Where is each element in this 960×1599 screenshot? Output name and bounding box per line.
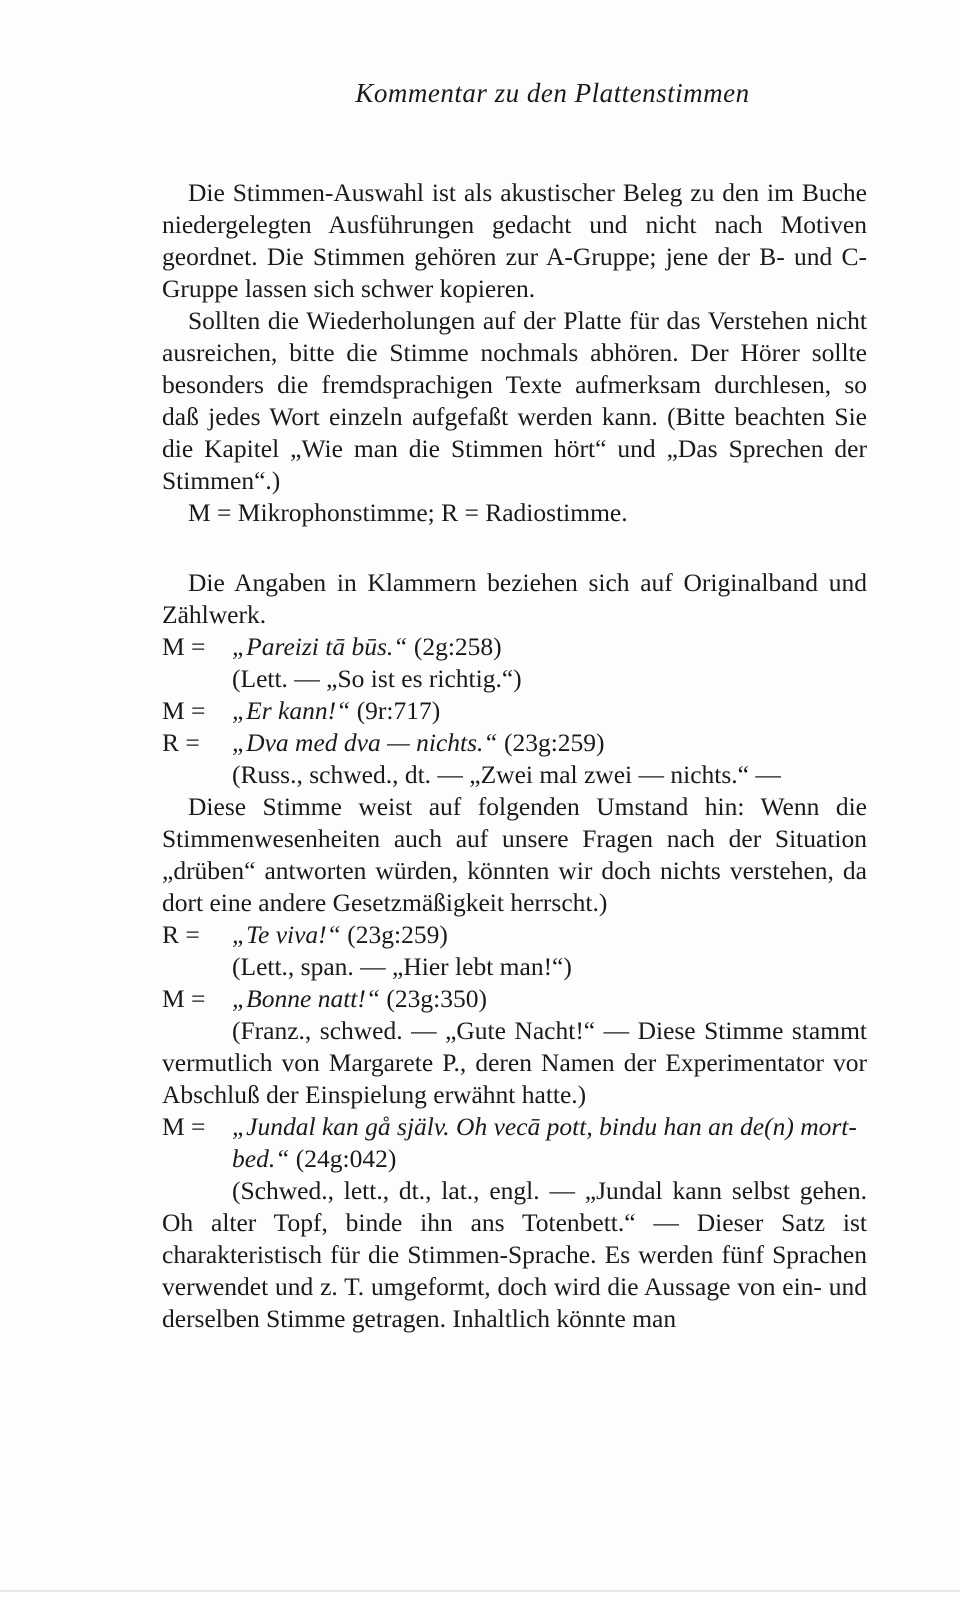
voice-gloss-continuation: Diese Stimme weist auf folgenden Umstand hin: Wenn die Stimmenwesenheiten auch auf unsere Fragen nach der Situation „drüben“ antworten würden, könnten wir doch nichts verstehen, da dort eine andere Gesetzmäßigkeit herrscht.)	[162, 792, 867, 917]
voice-type-tag: M =	[162, 632, 206, 661]
voice-entry-content	[232, 695, 867, 727]
voice-quote: „Jundal kan gå själv. Oh vecā pott, bindu han an de(n) mort-bed.“	[232, 1112, 857, 1173]
angaben-paragraph: Die Angaben in Klammern beziehen sich auf Originalband und Zählwerk.	[162, 568, 867, 629]
tape-reference: (23g:259)	[497, 728, 605, 757]
voice-entry-content	[232, 983, 867, 1015]
voice-quote: „Te viva!“	[232, 920, 341, 949]
voice-entry-content	[232, 727, 867, 759]
voice-gloss: (Lett., span. — „Hier lebt man!“)	[232, 952, 572, 981]
voice-quote: „Er kann!“	[232, 696, 351, 725]
voice-quote: „Dva med dva — nichts.“	[232, 728, 498, 757]
voice-entry	[162, 631, 867, 663]
voice-gloss: (Schwed., lett., dt., lat., engl. — „Jundal kann selbst gehen. Oh alter Topf, binde ihn ans Totenbett.“ — Dieser Satz ist charakteristisch für die Stimmen-Sprache. Es werden fünf Sprachen verwendet und z. T. umgeformt, doch wird die Aussage von ein- und derselben Stimme getragen. Inhaltlich könnte man	[162, 1176, 867, 1333]
voice-type-tag: M =	[162, 984, 206, 1013]
voice-gloss: (Lett. — „So ist es richtig.“)	[232, 664, 522, 693]
tape-reference: (9r:717)	[350, 696, 441, 725]
voice-entry	[162, 1111, 867, 1175]
voice-type-tag: M =	[162, 1112, 206, 1141]
voice-gloss: (Franz., schwed. — „Gute Nacht!“ — Diese Stimme stammt vermutlich von Margarete P., deren Namen der Experimentator vor Abschluß der Einspielung erwähnt hatte.)	[162, 1016, 867, 1109]
voice-entry	[162, 919, 867, 951]
voice-gloss: (Russ., schwed., dt. — „Zwei mal zwei — nichts.“ —	[232, 760, 781, 789]
voice-type-tag: M =	[162, 696, 206, 725]
voice-type-tag: R =	[162, 920, 200, 949]
voice-type-tag: R =	[162, 728, 200, 757]
voice-entry-content	[232, 1111, 867, 1175]
voice-quote: „Bonne natt!“	[232, 984, 381, 1013]
running-header: Kommentar zu den Plattenstimmen	[355, 78, 750, 108]
tape-reference: (23g:259)	[340, 920, 448, 949]
voice-quote: „Pareizi tā būs.“	[232, 632, 408, 661]
legend-line: M = Mikrophonstimme; R = Radiostimme.	[188, 498, 628, 527]
voice-entry	[162, 983, 867, 1015]
page-body	[162, 177, 867, 1335]
voice-entry-content	[232, 631, 867, 663]
tape-reference: (24g:042)	[289, 1144, 397, 1173]
voice-entry	[162, 695, 867, 727]
intro-paragraph-2: Sollten die Wiederholungen auf der Platte für das Verstehen nicht ausreichen, bitte die Stimme nochmals abhören. Der Hörer sollte besonders die fremdsprachigen Texte aufmerksam durchlesen, so daß jedes Wort einzeln aufgefaßt werden kann. (Bitte beachten Sie die Kapitel „Wie man die Stimmen hört“ und „Das Sprechen der Stimmen“.)	[162, 306, 867, 495]
tape-reference: (23g:350)	[380, 984, 487, 1013]
page-edge-shadow	[0, 1590, 960, 1592]
intro-paragraph-1: Die Stimmen-Auswahl ist als akustischer Beleg zu den im Buche niedergelegten Ausführungen gedacht und nicht nach Motiven geordnet. Die Stimmen gehören zur A-Gruppe; jene der B- und C-Gruppe lassen sich schwer kopieren.	[162, 178, 867, 303]
voice-entry-content	[232, 919, 867, 951]
tape-reference: (2g:258)	[407, 632, 502, 661]
voice-entry	[162, 727, 867, 759]
